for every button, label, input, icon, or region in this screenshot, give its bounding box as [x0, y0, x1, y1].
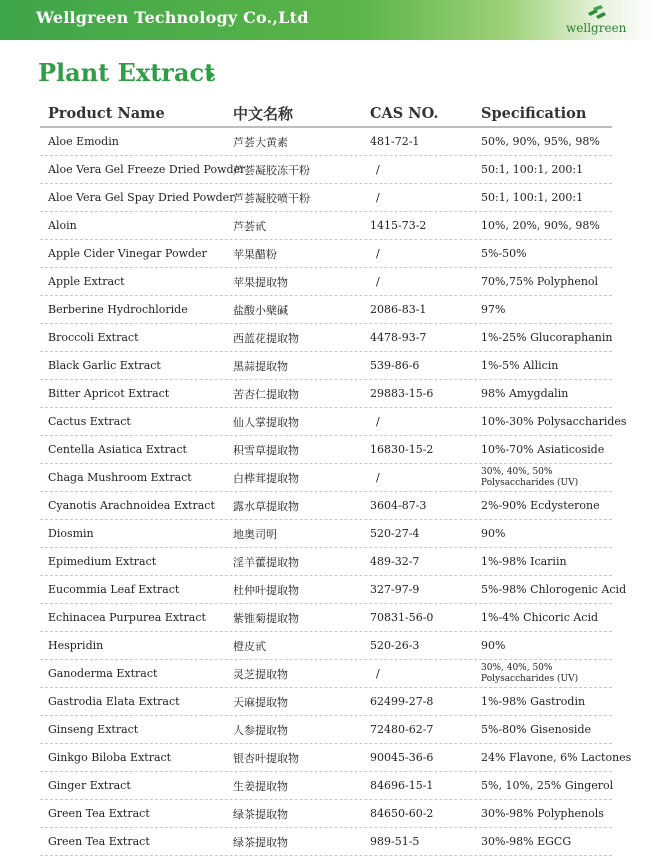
specification-cell: 50%, 90%, 95%, 98% [481, 135, 600, 148]
table-row [40, 772, 612, 800]
specification-cell: 1%-25% Glucoraphanin [481, 331, 613, 344]
table-row [40, 604, 612, 632]
specification-cell: 50:1, 100:1, 200:1 [481, 191, 584, 204]
product-name-cell: Ginger Extract [48, 779, 131, 792]
table-row [40, 464, 612, 492]
specification-cell: 97% [481, 303, 506, 316]
table-row [40, 212, 612, 240]
chinese-name-cell: 芦荟甙 [233, 219, 266, 233]
cas-number-cell: 520-27-4 [370, 527, 420, 540]
logo-text: wellgreen [566, 21, 627, 35]
table-row [40, 688, 612, 716]
table-row [40, 240, 612, 268]
cas-number-cell: 4478-93-7 [370, 331, 427, 344]
specification-cell: 98% Amygdalin [481, 387, 569, 400]
table-row [40, 548, 612, 576]
table-row [40, 184, 612, 212]
specification-cell: 90% [481, 639, 506, 652]
column-header-chinese-name: 中文名称 [233, 104, 294, 123]
chinese-name-cell: 盐酸小檗碱 [233, 303, 288, 317]
table-row [40, 632, 612, 660]
cas-number-cell: 70831-56-0 [370, 611, 434, 624]
chinese-name-cell: 芦荟凝胶喷干粉 [233, 191, 310, 205]
column-header-specification: Specification [481, 104, 587, 122]
specification-line: Polysaccharides (UV) [481, 477, 579, 488]
specification-cell: 10%-30% Polysaccharides [481, 415, 627, 428]
specification-cell: 5%-80% Gisenoside [481, 723, 591, 736]
table-row [40, 800, 612, 828]
specification-line: 30%, 40%, 50% [481, 466, 553, 477]
cas-number-cell: 2086-83-1 [370, 303, 427, 316]
product-name-cell: Aloe Vera Gel Spay Dried Powder [48, 191, 235, 204]
specification-multiline [481, 467, 578, 489]
product-name-cell: Aloin [48, 219, 77, 232]
table-row [40, 352, 612, 380]
product-table [40, 100, 632, 856]
specification-cell: 70%,75% Polyphenol [481, 275, 599, 288]
specification-cell: 90% [481, 527, 506, 540]
table-row [40, 828, 612, 856]
cas-number-cell: / [376, 247, 380, 260]
chinese-name-cell: 杜仲叶提取物 [233, 583, 299, 597]
specification-cell: 2%-90% Ecdysterone [481, 499, 600, 512]
cas-number-cell: 539-86-6 [370, 359, 420, 372]
specification-multiline [481, 663, 578, 685]
header-bar [0, 0, 654, 40]
cas-number-cell: 90045-36-6 [370, 751, 434, 764]
product-name-cell: Aloe Vera Gel Freeze Dried Powder [48, 163, 246, 176]
product-name-cell: Cyanotis Arachnoidea Extract [48, 499, 215, 512]
product-name-cell: Green Tea Extract [48, 835, 150, 848]
chinese-name-cell: 积雪草提取物 [233, 443, 299, 457]
cas-number-cell: / [376, 471, 380, 484]
table-row [40, 324, 612, 352]
table-row [40, 128, 612, 156]
product-name-cell: Echinacea Purpurea Extract [48, 611, 206, 624]
table-row [40, 408, 627, 436]
specification-cell: 10%, 20%, 90%, 98% [481, 219, 600, 232]
column-header-cas-no: CAS NO. [370, 104, 439, 122]
specification-cell: 24% Flavone, 6% Lactones [481, 751, 632, 764]
specification-cell [481, 660, 612, 687]
cas-number-cell: / [376, 667, 380, 680]
chinese-name-cell: 灵芝提取物 [233, 667, 288, 681]
table-row [40, 492, 612, 520]
specification-cell: 1%-98% Icariin [481, 555, 567, 568]
page-title: Plant Extract [38, 58, 216, 87]
cas-number-cell: 520-26-3 [370, 639, 420, 652]
table-row [40, 268, 612, 296]
specification-line: Polysaccharides (UV) [481, 673, 579, 684]
specification-cell [481, 464, 612, 491]
cas-number-cell: 29883-15-6 [370, 387, 434, 400]
specification-cell: 1%-4% Chicoric Acid [481, 611, 599, 624]
specification-cell: 1%-5% Allicin [481, 359, 559, 372]
cas-number-cell: 84650-60-2 [370, 807, 434, 820]
triangle-arrow-icon [207, 69, 215, 81]
cas-number-cell: 989-51-5 [370, 835, 420, 848]
product-name-cell: Hespridin [48, 639, 104, 652]
chinese-name-cell: 生姜提取物 [233, 779, 288, 793]
cas-number-cell: 84696-15-1 [370, 779, 434, 792]
chinese-name-cell: 苦杏仁提取物 [233, 387, 299, 401]
product-name-cell: Apple Extract [48, 275, 125, 288]
cas-number-cell: / [376, 191, 380, 204]
chinese-name-cell: 露水草提取物 [233, 499, 299, 513]
table-row [40, 660, 612, 688]
specification-line: 30%, 40%, 50% [481, 662, 553, 673]
chinese-name-cell: 紫锥菊提取物 [233, 611, 299, 625]
cas-number-cell: 327-97-9 [370, 583, 420, 596]
product-name-cell: Chaga Mushroom Extract [48, 471, 192, 484]
table-row [40, 156, 612, 184]
specification-cell: 30%-98% EGCG [481, 835, 572, 848]
product-name-cell: Broccoli Extract [48, 331, 139, 344]
product-name-cell: Ginkgo Biloba Extract [48, 751, 172, 764]
specification-cell: 5%-98% Chlorogenic Acid [481, 583, 627, 596]
table-body [40, 128, 632, 856]
chinese-name-cell: 仙人掌提取物 [233, 415, 299, 429]
product-name-cell: Bitter Apricot Extract [48, 387, 170, 400]
product-name-cell: Cactus Extract [48, 415, 131, 428]
cas-number-cell: 1415-73-2 [370, 219, 427, 232]
chinese-name-cell: 天麻提取物 [233, 695, 288, 709]
chinese-name-cell: 淫羊藿提取物 [233, 555, 299, 569]
chinese-name-cell: 苹果醋粉 [233, 247, 277, 261]
chinese-name-cell: 绿茶提取物 [233, 835, 288, 849]
chinese-name-cell: 芦荟大黄素 [233, 135, 288, 149]
product-name-cell: Epimedium Extract [48, 555, 157, 568]
cas-number-cell: / [376, 415, 380, 428]
wellgreen-logo [566, 4, 626, 36]
cas-number-cell: 481-72-1 [370, 135, 420, 148]
product-name-cell: Ganoderma Extract [48, 667, 158, 680]
column-header-product-name: Product Name [48, 104, 165, 122]
chinese-name-cell: 橙皮甙 [233, 639, 266, 653]
product-name-cell: Green Tea Extract [48, 807, 150, 820]
cas-number-cell: / [376, 163, 380, 176]
specification-cell: 5%-50% [481, 247, 527, 260]
cas-number-cell: 62499-27-8 [370, 695, 434, 708]
product-name-cell: Diosmin [48, 527, 94, 540]
table-row [40, 520, 612, 548]
product-name-cell: Eucommia Leaf Extract [48, 583, 180, 596]
chinese-name-cell: 芦荟凝胶冻干粉 [233, 163, 310, 177]
cas-number-cell: 489-32-7 [370, 555, 420, 568]
product-name-cell: Berberine Hydrochloride [48, 303, 188, 316]
chinese-name-cell: 苹果提取物 [233, 275, 288, 289]
table-row [40, 296, 612, 324]
product-name-cell: Black Garlic Extract [48, 359, 161, 372]
cas-number-cell: / [376, 275, 380, 288]
cas-number-cell: 3604-87-3 [370, 499, 427, 512]
chinese-name-cell: 银杏叶提取物 [233, 751, 299, 765]
chinese-name-cell: 绿茶提取物 [233, 807, 288, 821]
chinese-name-cell: 黑蒜提取物 [233, 359, 288, 373]
product-name-cell: Centella Asiatica Extract [48, 443, 187, 456]
product-name-cell: Ginseng Extract [48, 723, 139, 736]
table-row [40, 380, 612, 408]
specification-cell: 10%-70% Asiaticoside [481, 443, 605, 456]
table-row [40, 576, 627, 604]
leaf-logo-icon [584, 4, 608, 20]
chinese-name-cell: 白桦茸提取物 [233, 471, 299, 485]
product-name-cell: Gastrodia Elata Extract [48, 695, 180, 708]
specification-cell: 5%, 10%, 25% Gingerol [481, 779, 614, 792]
table-header-row [40, 100, 612, 128]
chinese-name-cell: 人参提取物 [233, 723, 288, 737]
table-row [40, 744, 632, 772]
specification-cell: 50:1, 100:1, 200:1 [481, 163, 584, 176]
cas-number-cell: 16830-15-2 [370, 443, 434, 456]
chinese-name-cell: 地奥司明 [233, 527, 277, 541]
cas-number-cell: 72480-62-7 [370, 723, 434, 736]
table-row [40, 436, 612, 464]
product-name-cell: Apple Cider Vinegar Powder [48, 247, 207, 260]
specification-cell: 1%-98% Gastrodin [481, 695, 586, 708]
company-name: Wellgreen Technology Co.,Ltd [36, 8, 309, 27]
chinese-name-cell: 西蓝花提取物 [233, 331, 299, 345]
table-row [40, 716, 612, 744]
product-name-cell: Aloe Emodin [48, 135, 119, 148]
specification-cell: 30%-98% Polyphenols [481, 807, 604, 820]
